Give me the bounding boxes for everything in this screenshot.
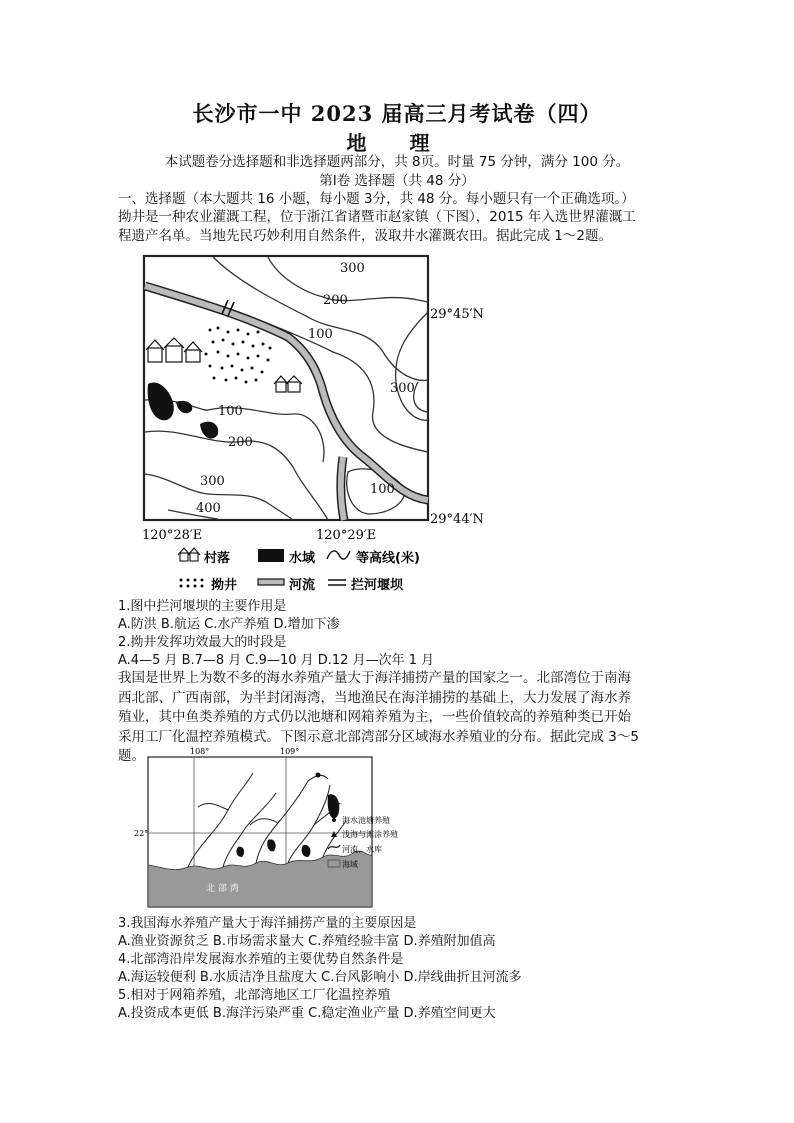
legend-dam-icon [328,580,346,585]
part1-heading: 一、选择题（本大题共 16 小题，每小题 3分，共 48 分。每小题只有一个正确选项。） [118,191,635,207]
question-5-stem: 5.相对于网箱养殖，北部湾地区工厂化温控养殖 [118,988,391,1003]
question-4-options: A.海运较便利 B.水质洁净且盐度大 C.台风影响小 D.岸线曲折且河流多 [118,970,522,985]
question-5-options: A.投资成本更低 B.海洋污染严重 C.稳定渔业产量 D.养殖空间更大 [118,1006,496,1021]
contour-label: 300 [340,261,365,276]
contour-label: 100 [218,404,243,419]
question-3-stem: 3.我国海水养殖产量大于海洋捕捞产量的主要原因是 [118,916,417,931]
question-4-stem: 4.北部湾沿岸发展海水养殖的主要优势自然条件是 [118,952,404,967]
lat-top-label: 29°45′N [430,307,484,322]
sea-label: 北 部 湾 [206,884,239,894]
legend-shallow-label: 浅海与滩涂养殖 [342,830,398,839]
topographic-map [118,252,518,597]
lon-109-label: 109° [280,747,300,756]
contour-label: 300 [200,474,225,489]
legend-contour-label: 等高线(米) [356,551,420,566]
legend-dam-label: 拦河堰坝 [351,578,404,593]
legend-contour-icon [327,551,350,559]
legend-river-label: 河流 [289,578,316,593]
legend-village-label: 村落 [204,551,231,566]
legend-water-label: 水域 [289,551,316,566]
contour-label: 400 [196,501,221,516]
legend-well-label: 拗井 [211,578,238,593]
passage-2: 我国是世界上为数不多的海水养殖产量大于海洋捕捞产量的国家之一。北部湾位于南海西北部、广西南部，为半封闭海湾，当地渔民在海洋捕捞的基础上，大力发展了海水养殖业，其中鱼类养殖的方式仍以池塘和网箱养殖为主，一些价值较高的养殖种类已开始采用工厂化温控养殖模式。下图示意北部湾部分区域海水养殖业的分布。据此完成 3～5 题。 [118,670,639,764]
legend-sea-label: 海域 [342,860,358,869]
question-1-stem: 1.图中拦河堰坝的主要作用是 [118,599,287,614]
legend-river-reservoir-label: 河流、水库 [342,845,382,854]
question-2-stem: 2.拗井发挥功效最大的时段是 [118,635,287,650]
lat-22-label: 22° [134,829,149,838]
lon-left-label: 120°28′E [142,528,203,543]
question-3-options: A.渔业资源贫乏 B.市场需求量大 C.养殖经验丰富 D.养殖附加值高 [118,934,496,949]
map1-legend [178,548,420,593]
contour-label: 200 [228,435,253,450]
legend-pond-icon [332,818,336,822]
question-1-options: A.防洪 B.航运 C.水产养殖 D.增加下渗 [118,617,340,632]
exam-intro: 本试题卷分选择题和非选择题两部分，共 8页。时量 75 分钟，满分 100 分。 [164,154,630,170]
exam-title: 长沙市一中 2023 届高三月考试卷（四） [192,101,602,126]
river-branch-fill [341,457,344,520]
legend-water-icon [258,549,284,562]
legend-river-icon [258,579,284,585]
beibu-gulf-map [118,745,518,913]
contour-label: 200 [323,293,348,308]
contour-label: 100 [308,327,333,342]
contour-label: 300 [390,381,415,396]
legend-sea-icon [328,860,340,867]
lon-108-label: 108° [190,747,210,756]
passage-1: 拗井是一种农业灌溉工程，位于浙江省诸暨市赵家镇（下图），2015 年入选世界灌溉工程遗产名单。当地先民巧妙利用自然条件，汲取井水灌溉农田。据此完成 1～2题。 [118,209,636,244]
question-2-options: A.4—5 月 B.7—8 月 C.9—10 月 D.12 月—次年 1 月 [118,653,435,668]
subject-title: 地 理 [346,131,448,155]
section-title: 第Ⅰ卷 选择题（共 48 分） [319,173,475,189]
lon-right-label: 120°29′E [316,528,377,543]
legend-pond-label: 海水池塘养殖 [342,816,390,825]
lat-bottom-label: 29°44′N [430,512,484,527]
legend-well-icon [180,579,204,588]
legend-village-icon [178,548,200,561]
contour-label: 100 [370,482,395,497]
